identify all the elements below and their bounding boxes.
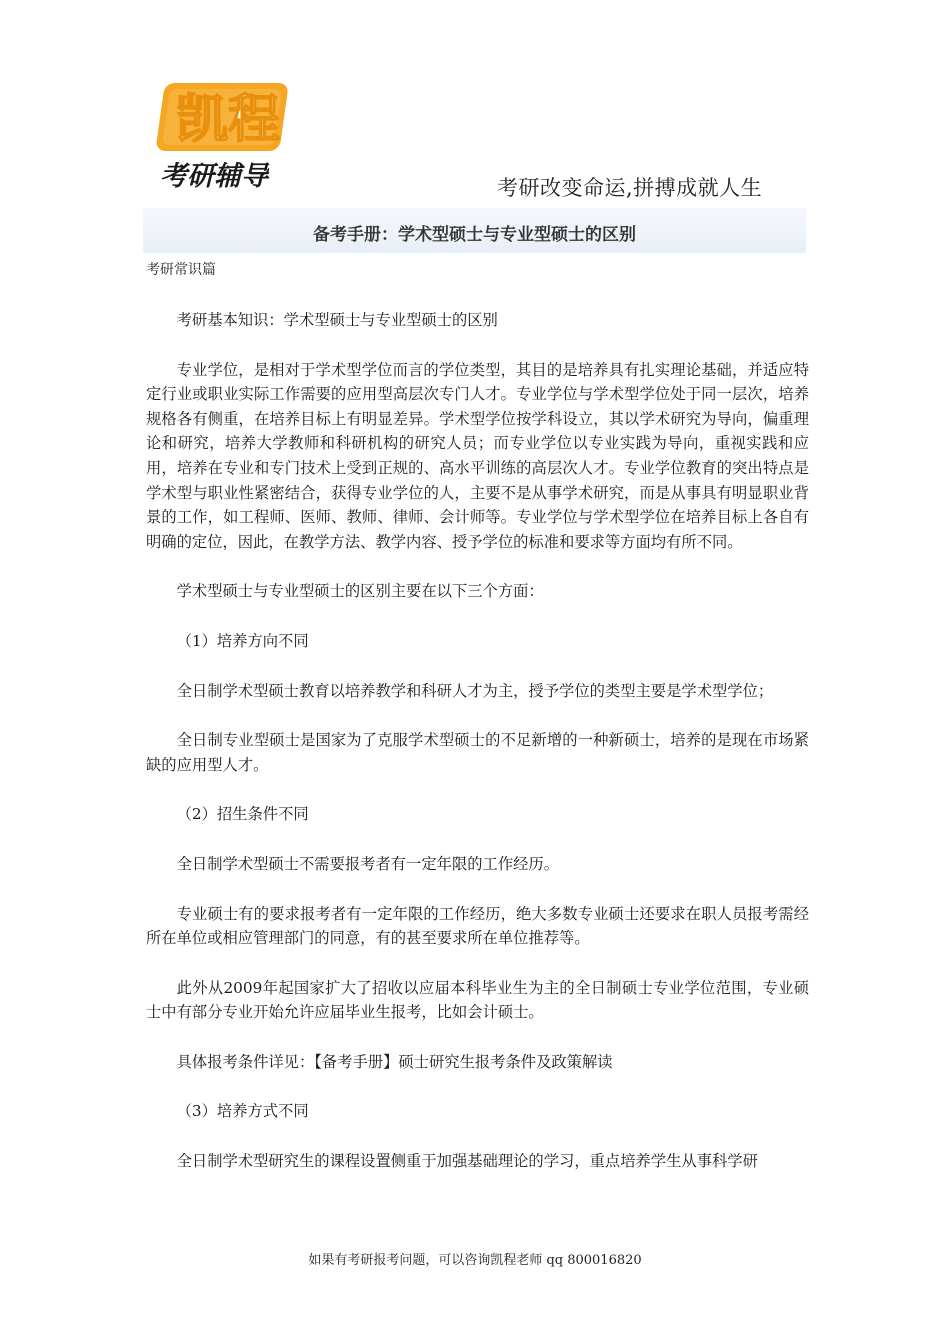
paragraph: 具体报考条件详见：【备考手册】硕士研究生报考条件及政策解读 [176, 1052, 613, 1071]
article-body [146, 308, 809, 1199]
slogan: 考研改变命运,拼搏成就人生 [497, 176, 763, 200]
paragraph: 专业硕士有的要求报考者有一定年限的工作经历，绝大多数专业硕士还要求在职人员报考需经所在单位或相应管理部门的同意，有的甚至要求所在单位推荐等。 [146, 904, 809, 948]
logo-mark-icon [150, 75, 300, 195]
brand-logo [150, 75, 300, 195]
paragraph: 学术型硕士与专业型硕士的区别主要在以下三个方面： [176, 582, 544, 601]
page-title: 备考手册：学术型硕士与专业型硕士的区别 [313, 225, 636, 245]
section-heading: （3）培养方式不同 [176, 1102, 309, 1121]
title-bar [143, 208, 806, 253]
paragraph: 此外从2009年起国家扩大了招收以应届本科毕业生为主的全日制硕士专业学位范围，专业硕士中有部分专业开始允许应届毕业生报考，比如会计硕士。 [146, 978, 809, 1022]
paragraph: 全日制学术型硕士教育以培养教学和科研人才为主，授予学位的类型主要是学术型学位； [176, 681, 774, 700]
paragraph: 专业学位，是相对于学术型学位而言的学位类型，其目的是培养具有扎实理论基础，并适应特定行业或职业实际工作需要的应用型高层次专门人才。专业学位与学术型学位处于同一层次，培养规格各有侧重，在培养目标上有明显差异。学术型学位按学科设立，其以学术研究为导向，偏重理论和研究，培养大学教师和科研机构的研究人员；而专业学位以专业实践为导向，重视实践和应用，培养在专业和专门技术上受到正规的、高水平训练的高层次人才。专业学位教育的突出特点是学术型与职业性紧密结合，获得专业学位的人，主要不是从事学术研究，而是从事具有明显职业背景的工作，如工程师、医师、教师、律师、会计师等。专业学位与学术型学位在培养目标上各自有明确的定位，因此，在教学方法、教学内容、授予学位的标准和要求等方面均有所不同。 [146, 360, 809, 551]
paragraph: 全日制专业型硕士是国家为了克服学术型硕士的不足新增的一种新硕士，培养的是现在市场紧缺的应用型人才。 [146, 731, 809, 774]
logo-brand-text: 凯程 [175, 90, 281, 150]
paragraph: 全日制学术型研究生的课程设置侧重于加强基础理论的学习，重点培养学生从事科学研 [176, 1152, 758, 1171]
section-heading: （2）招生条件不同 [176, 805, 309, 824]
category-label: 考研常识篇 [146, 262, 216, 278]
paragraph: 全日制学术型硕士不需要报考者有一定年限的工作经历。 [176, 854, 560, 873]
paragraph: 考研基本知识：学术型硕士与专业型硕士的区别 [176, 311, 498, 329]
footer-contact: 如果有考研报考问题，可以咨询凯程老师 qq 800016820 [308, 1253, 642, 1268]
logo-subtitle: 考研辅导 [160, 161, 268, 192]
section-heading: （1）培养方向不同 [176, 631, 309, 650]
